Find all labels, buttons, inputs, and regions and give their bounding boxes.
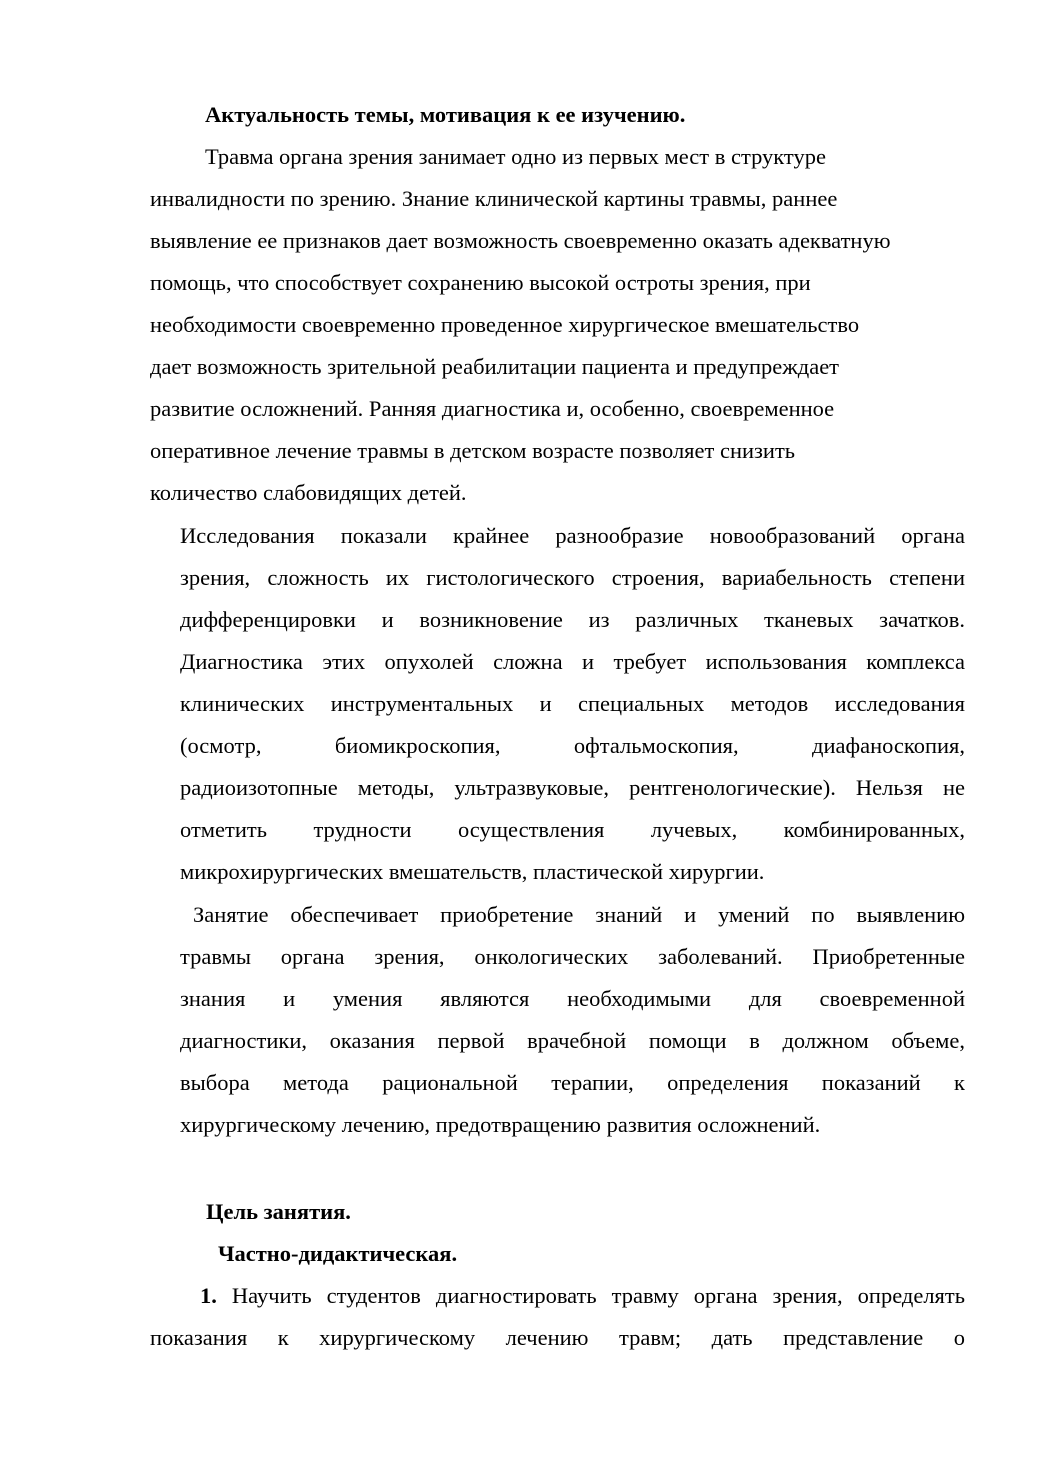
paragraph-line: радиоизотопные методы, ультразвуковые, рентгенологические). Нельзя не xyxy=(180,775,965,800)
paragraph-line: диагностики, оказания первой врачебной помощи в должном объеме, xyxy=(180,1028,965,1053)
paragraph-line: дифференцировки и возникновение из различных тканевых зачатков. xyxy=(180,607,965,632)
paragraph-line: показания к хирургическому лечению травм; дать представление о xyxy=(150,1325,965,1350)
paragraph-line: травмы органа зрения, онкологических заболеваний. Приобретенные xyxy=(180,944,965,969)
paragraph-line: количество слабовидящих детей. xyxy=(150,480,467,505)
paragraph-line: выбора метода рациональной терапии, определения показаний к xyxy=(180,1070,965,1095)
paragraph-line: хирургическому лечению, предотвращению развития осложнений. xyxy=(180,1112,821,1137)
paragraph-line: необходимости своевременно проведенное хирургическое вмешательство xyxy=(150,312,860,337)
list-item-text: Научить студентов диагностировать травму органа зрения, определять xyxy=(216,1283,965,1308)
paragraph-line: Исследования показали крайнее разнообразие новообразований органа xyxy=(180,523,965,548)
list-item-number: 1. xyxy=(200,1283,217,1308)
paragraph-line: инвалидности по зрению. Знание клинической картины травмы, раннее xyxy=(150,186,838,211)
paragraph-line: Диагностика этих опухолей сложна и требует использования комплекса xyxy=(180,649,965,674)
paragraph-line: помощь, что способствует сохранению высокой остроты зрения, при xyxy=(150,270,811,295)
paragraph-line: Занятие обеспечивает приобретение знаний и умений по выявлению xyxy=(193,902,965,927)
paragraph-line: оперативное лечение травмы в детском возрасте позволяет снизить xyxy=(150,438,796,463)
list-item-1-line xyxy=(200,1282,965,1310)
paragraph-line: отметить трудности осуществления лучевых, комбинированных, xyxy=(180,817,965,842)
paragraph-line: выявление ее признаков дает возможность своевременно оказать адекватную xyxy=(150,228,891,253)
section-subheading-didactic: Частно-дидактическая. xyxy=(218,1241,458,1266)
paragraph-line: зрения, сложность их гистологического строения, вариабельность степени xyxy=(180,565,965,590)
paragraph-line: микрохирургических вмешательств, пластической хирургии. xyxy=(180,859,765,884)
paragraph-line: клинических инструментальных и специальных методов исследования xyxy=(180,691,965,716)
paragraph-line: Травма органа зрения занимает одно из первых мест в структуре xyxy=(205,144,826,169)
section-heading-goal: Цель занятия. xyxy=(206,1199,351,1224)
paragraph-line: дает возможность зрительной реабилитации пациента и предупреждает xyxy=(150,354,840,379)
section-heading-relevance: Актуальность темы, мотивация к ее изучению. xyxy=(205,102,686,127)
paragraph-line: развитие осложнений. Ранняя диагностика и, особенно, своевременное xyxy=(150,396,835,421)
paragraph-line: знания и умения являются необходимыми для своевременной xyxy=(180,986,965,1011)
paragraph-line: (осмотр, биомикроскопия, офтальмоскопия, диафаноскопия, xyxy=(180,733,965,758)
